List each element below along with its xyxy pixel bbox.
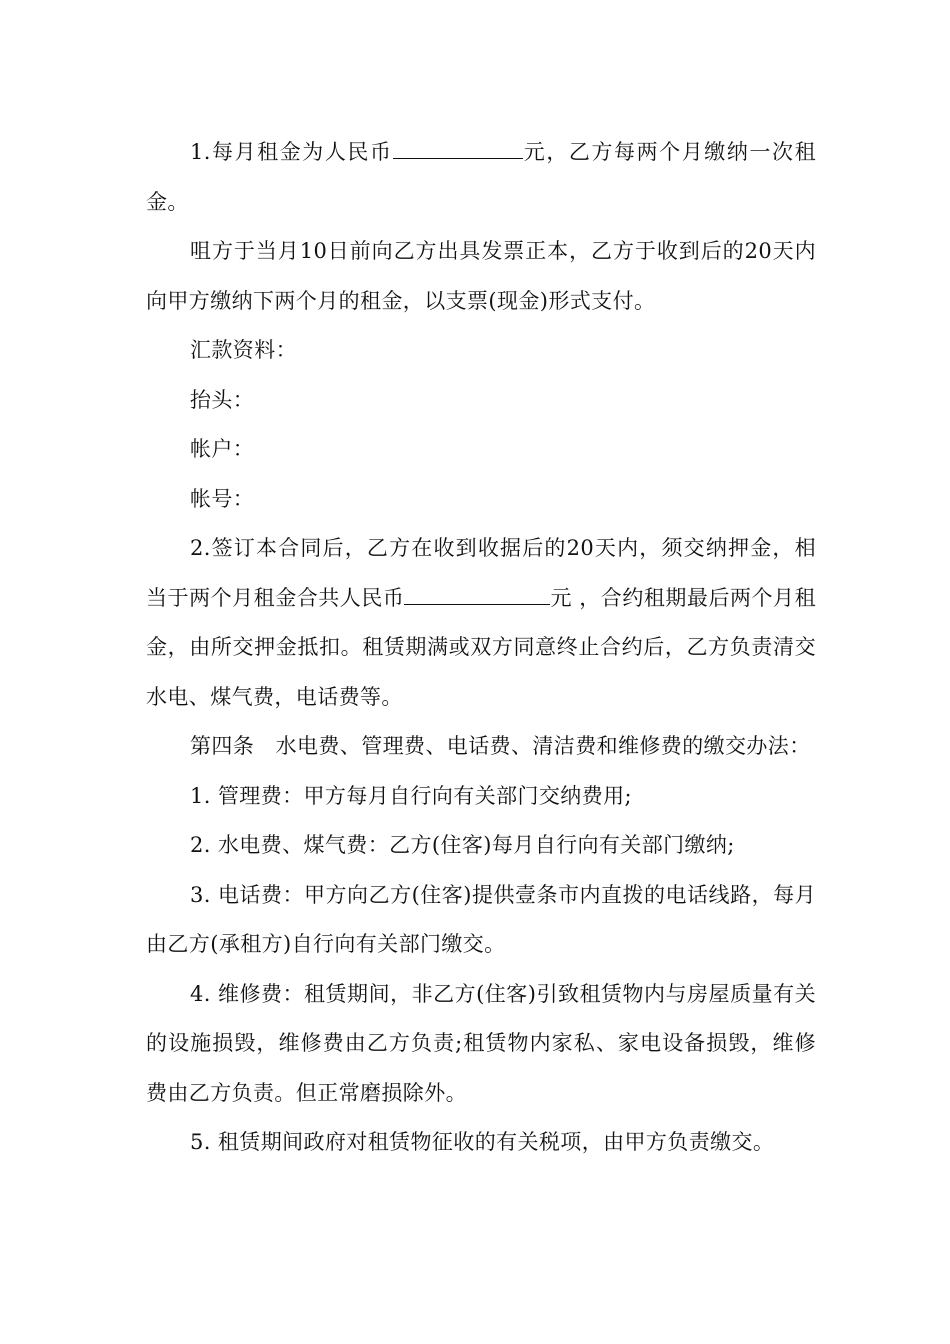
deposit-paragraph: [146, 524, 816, 722]
remit-account-number-paragraph: 帐号：: [190, 486, 255, 511]
rent-amount-paragraph: [146, 128, 816, 227]
phone-fee-paragraph: 3. 电话费：甲方向乙方(住客)提供壹条市内直拨的电话线路，每月由乙方(承租方)自行向有关部门缴交。: [146, 882, 816, 956]
repair-fee-paragraph: 4. 维修费：租赁期间，非乙方(住客)引致租赁物内与房屋质量有关的设施损毁，维修费由乙方负责;租赁物内家私、家电设备损毁，维修费由乙方负责。但正常磨损除外。: [146, 981, 816, 1105]
management-fee-paragraph: 1. 管理费：甲方每月自行向有关部门交纳费用;: [190, 783, 632, 808]
rent-amount-text-after: 元，乙方每两个月缴纳一次租金。: [146, 140, 816, 214]
utilities-fee-paragraph: 2. 水电费、煤气费：乙方(住客)每月自行向有关部门缴纳;: [190, 833, 735, 857]
rent-amount-text-before: 1.每月租金为人民币: [190, 140, 393, 164]
rent-amount-blank: [393, 136, 523, 159]
deposit-text-before: 2.签订本合同后，乙方在收到收据后的20天内，须交纳押金，相当于两个月租金合共人民币: [146, 536, 816, 610]
remit-account-name-paragraph: 帐户：: [190, 437, 255, 461]
deposit-blank: [404, 582, 550, 605]
remit-info-paragraph: 汇款资料：: [190, 338, 297, 362]
deposit-text-after: 元 ，合约租期最后两个月租金，由所交押金抵扣。租赁期满或双方同意终止合约后，乙方负责清交水电、煤气费，电话费等。: [146, 585, 816, 709]
remit-header-paragraph: 抬头：: [190, 387, 255, 412]
taxes-paragraph: 5. 租赁期间政府对租赁物征收的有关税项，由甲方负责缴交。: [190, 1130, 775, 1154]
document-body: [146, 128, 816, 1168]
invoice-paragraph: 咀方于当月10日前向乙方出具发票正本，乙方于收到后的20天内向甲方缴纳下两个月的租金，以支票(现金)形式支付。: [146, 239, 816, 313]
article-four-heading: 第四条 水电费、管理费、电话费、清洁费和维修费的缴交办法：: [190, 734, 811, 758]
